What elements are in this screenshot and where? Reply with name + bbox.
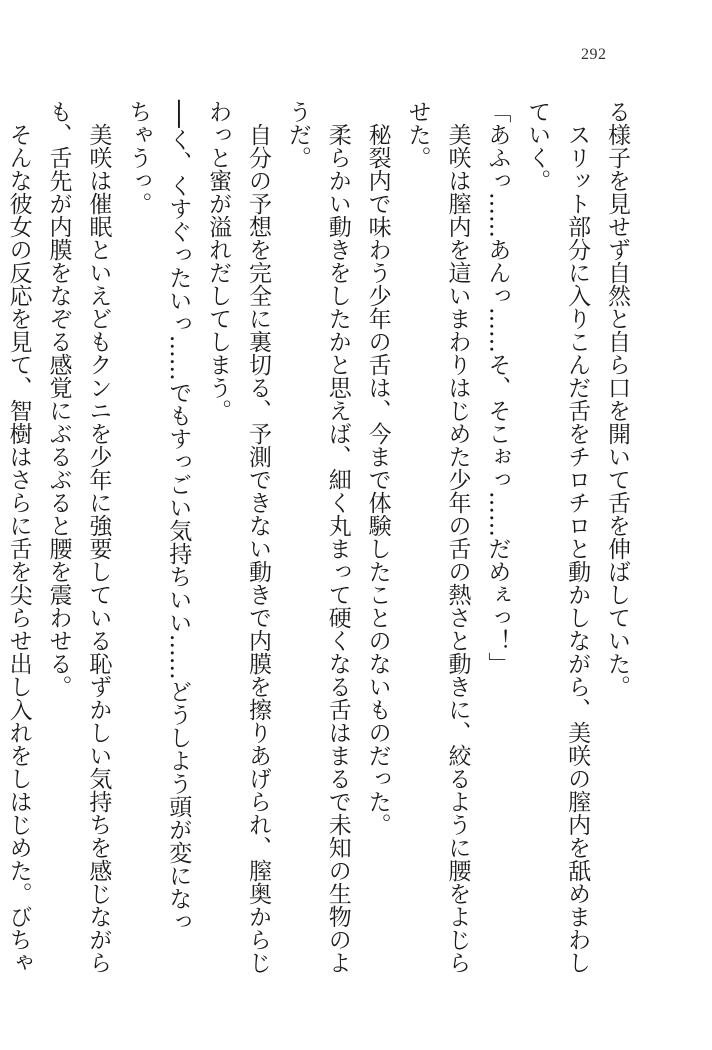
page-number: 292 xyxy=(581,46,607,63)
text-line-10: 自分の予想を完全に裏切る、予測できない動きで内膜を擦りあげられ、膣奥からじ xyxy=(244,100,271,974)
text-line-13: ちゃうっ。 xyxy=(125,100,152,215)
text-line-11: わっと蜜が溢れだしてしまう。 xyxy=(205,100,232,422)
text-line-4: 「あふっ……あんっ……そ、そこぉっ……だめぇっ！」 xyxy=(484,100,511,675)
text-line-5: 美咲は膣内を這いまわりはじめた少年の舌の熱さと動きに、絞るように腰をよじら xyxy=(444,100,471,974)
text-line-9: うだ。 xyxy=(284,100,311,169)
text-line-15: も、舌先が内膜をなぞる感覚にぶるぶると腰を震わせる。 xyxy=(45,100,72,698)
text-line-6: せた。 xyxy=(404,100,431,169)
text-line-12: ──く、くすぐったいっ……でもすっごい気持ちいい……どうしよう頭が変になっ xyxy=(165,100,192,933)
text-line-7: 秘裂内で味わう少年の舌は、今まで体験したことのないものだった。 xyxy=(364,100,391,836)
vertical-text-body xyxy=(5,100,636,1005)
text-line-16: そんな彼女の反応を見て、智樹はさらに舌を尖らせ出し入れをしはじめた。びちゃ xyxy=(5,100,32,974)
text-line-2: スリット部分に入りこんだ舌をチロチロと動かしながら、美咲の膣内を舐めまわし xyxy=(564,100,591,974)
text-line-14: 美咲は催眠といえどもクンニを少年に強要している恥ずかしい気持ちを感じながら xyxy=(85,100,112,974)
text-line-3: ていく。 xyxy=(524,100,551,192)
text-line-8: 柔らかい動きをしたかと思えば、細く丸まって硬くなる舌はまるで未知の生物のよ xyxy=(324,100,351,974)
text-line-1: る様子を見せず自然と自ら口を開いて舌を伸ばしていた。 xyxy=(604,100,630,698)
